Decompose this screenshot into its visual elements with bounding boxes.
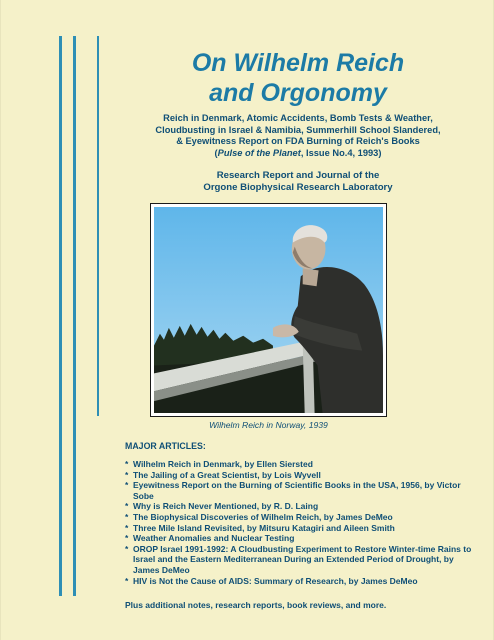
articles-list xyxy=(125,459,480,586)
title-line-2: and Orgonomy xyxy=(209,79,387,107)
list-item: * Three Mile Island Revisited, by Mitsuru Katagiri and Aileen Smith xyxy=(125,522,395,533)
list-item: * Wilhelm Reich in Denmark, by Ellen Siersted xyxy=(125,459,313,469)
list-item: * The Jailing of a Great Scientist, by Lois Wyvell xyxy=(125,469,321,480)
portrait-photo xyxy=(154,207,383,413)
list-item: * HIV is Not the Cause of AIDS: Summary of Research, by James DeMeo xyxy=(125,575,418,586)
issue-rest: , Issue No.4, 1993) xyxy=(300,147,382,158)
issue-open: ( xyxy=(214,147,218,158)
list-item: * Weather Anomalies and Nuclear Testing xyxy=(125,533,295,544)
vertical-rule-1 xyxy=(59,36,62,596)
issue-line xyxy=(111,148,485,160)
report-line-1: Research Report and Journal of the xyxy=(216,170,380,181)
subtitle-line-3: & Eyewitness Report on FDA Burning of Reich's Books xyxy=(176,136,420,146)
list-item: * OROP Israel 1991-1992: A Cloudbusting Experiment to Restore Winter-time Rains to Israel and the Eastern Mediterranean During an Extended Period of Drought, by James DeMeo xyxy=(125,543,472,575)
issue-publication: Pulse of the Planet xyxy=(217,147,301,158)
report-line-2: Orgone Biophysical Research Laboratory xyxy=(203,182,393,193)
report-statement xyxy=(111,170,485,194)
list-item: * Why is Reich Never Mentioned, by R. D. Laing xyxy=(125,501,319,512)
subtitle-line-2: Cloudbusting in Israel & Namibia, Summerhill School Slandered, xyxy=(155,124,441,135)
subtitle xyxy=(111,113,485,159)
footer-note: Plus additional notes, research reports, book reviews, and more. xyxy=(125,600,387,610)
list-item: * The Biophysical Discoveries of Wilhelm Reich, by James DeMeo xyxy=(125,511,393,522)
major-articles-heading: MAJOR ARTICLES: xyxy=(125,441,206,451)
title-line-1: On Wilhelm Reich xyxy=(191,49,405,77)
list-item: * Eyewitness Report on the Burning of Scientific Books in the USA, 1956, by Victor Sobe xyxy=(125,480,461,501)
photo-caption: Wilhelm Reich in Norway, 1939 xyxy=(209,420,328,430)
subtitle-line-1: Reich in Denmark, Atomic Accidents, Bomb Tests & Weather, xyxy=(163,113,433,123)
vertical-rule-3 xyxy=(97,36,99,416)
neck xyxy=(303,268,319,286)
vertical-rule-2 xyxy=(73,36,76,596)
photo-frame xyxy=(150,203,387,417)
